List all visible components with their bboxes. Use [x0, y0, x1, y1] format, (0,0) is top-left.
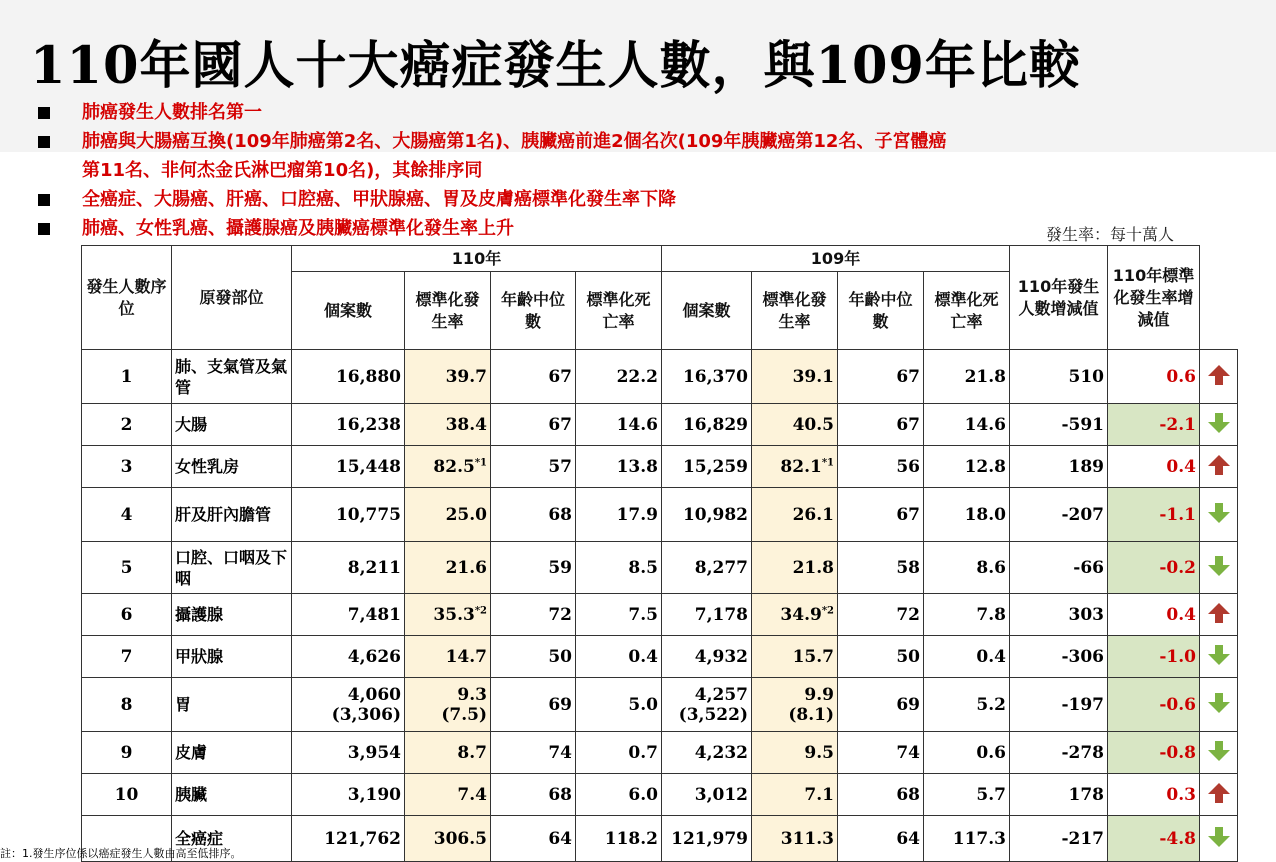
site-cell: 肝及肝內膽管: [172, 488, 292, 542]
rank-cell: 7: [82, 636, 172, 678]
std-incidence-110-cell-value: 8.7: [457, 742, 487, 763]
arrow-down-icon: [1207, 555, 1231, 577]
std-incidence-109-cell-value: 9.5: [804, 742, 834, 763]
cases-110-cell-value: 8,211: [347, 557, 401, 578]
footnote-marker: *1: [474, 456, 487, 468]
std-incidence-109-cell: [752, 594, 838, 636]
header-std-mortality-110: 標準化死亡率: [576, 272, 662, 350]
cases-109-cell-value: 8,277: [694, 557, 748, 578]
std-incidence-109-cell-value: 7.1: [804, 784, 834, 805]
cases-110-cell: [292, 446, 405, 488]
std-incidence-110-cell: [405, 636, 491, 678]
header-year-109: 109年: [662, 246, 1010, 272]
unit-note: 發生率：每十萬人: [1046, 225, 1175, 244]
std-mortality-109-cell: 12.8: [924, 446, 1010, 488]
cases-110-cell-value: 3,190: [347, 784, 401, 805]
std-mortality-109-cell: 0.6: [924, 732, 1010, 774]
bullet-item-continuation: 第11名、非何杰金氏淋巴瘤第10名)，其餘排序同: [82, 160, 483, 181]
median-age-109-cell: 68: [838, 774, 924, 816]
footnote-marker: *2: [821, 604, 834, 616]
std-incidence-110-cell-value: 7.4: [457, 784, 487, 805]
bullet-square-icon: [38, 223, 50, 235]
std-incidence-110-cell: [405, 774, 491, 816]
table-row: [82, 732, 1238, 774]
footnote: 註：1.發生序位係以癌症發生人數由高至低排序。: [0, 847, 242, 860]
cases-109-cell: [662, 350, 752, 404]
header-cases-109: 個案數: [662, 272, 752, 350]
std-incidence-109-cell: [752, 732, 838, 774]
std-incidence-110-cell-value: 82.5: [433, 456, 475, 477]
std-incidence-110-cell: [405, 446, 491, 488]
site-cell: 攝護腺: [172, 594, 292, 636]
header-site: 原發部位: [172, 246, 292, 350]
arrow-up-icon: [1207, 454, 1231, 476]
cases-110-cell-value: 4,626: [347, 646, 401, 667]
cases-110-cell: [292, 678, 405, 732]
cases-109-cell-value: 15,259: [682, 456, 748, 477]
arrow-down-icon: [1207, 740, 1231, 762]
header-rate-change: 110年標準化發生率增減值: [1108, 246, 1200, 350]
median-age-109-cell: 69: [838, 678, 924, 732]
median-age-109-cell: 67: [838, 404, 924, 446]
cases-110-cell: [292, 594, 405, 636]
case-change-cell: 303: [1010, 594, 1108, 636]
cases-109-cell: [662, 774, 752, 816]
std-incidence-109-cell-value: 26.1: [792, 504, 834, 525]
footnote-marker: *1: [821, 456, 834, 468]
table-body: [82, 350, 1238, 862]
cases-109-cell: [662, 816, 752, 862]
cases-110-cell-value: 121,762: [324, 828, 401, 849]
site-cell: 胃: [172, 678, 292, 732]
arrow-down-icon: [1207, 644, 1231, 666]
rate-change-cell: -0.6: [1108, 678, 1200, 732]
bullet-square-icon: [38, 136, 50, 148]
std-incidence-109-cell: [752, 774, 838, 816]
cases-110-cell: [292, 774, 405, 816]
bullet-square-icon: [38, 107, 50, 119]
cases-109-cell: [662, 542, 752, 594]
bullet-item: 肺癌與大腸癌互換(109年肺癌第2名、大腸癌第1名)、胰臟癌前進2個名次(109年胰臟癌第12名、子宮體癌: [38, 127, 1238, 156]
cases-109-cell: [662, 446, 752, 488]
std-mortality-109-cell: 21.8: [924, 350, 1010, 404]
arrow-cell: [1200, 732, 1238, 774]
arrow-up-icon: [1207, 782, 1231, 804]
rate-change-cell: 0.3: [1108, 774, 1200, 816]
std-incidence-109-cell-value: 34.9: [780, 604, 822, 625]
table-row: [82, 542, 1238, 594]
case-change-cell: -197: [1010, 678, 1108, 732]
std-incidence-109-cell-value: 21.8: [792, 557, 834, 578]
footnote-marker: *2: [474, 604, 487, 616]
std-mortality-110-cell: 22.2: [576, 350, 662, 404]
rate-change-cell: -0.8: [1108, 732, 1200, 774]
median-age-109-cell: 56: [838, 446, 924, 488]
rank-cell: 3: [82, 446, 172, 488]
std-incidence-110-cell: [405, 488, 491, 542]
median-age-109-cell: 67: [838, 350, 924, 404]
table-row: [82, 678, 1238, 732]
std-mortality-110-cell: 14.6: [576, 404, 662, 446]
std-mortality-109-cell: 5.2: [924, 678, 1010, 732]
table-row: [82, 404, 1238, 446]
median-age-110-cell: 69: [491, 678, 576, 732]
std-incidence-110-cell-value: 35.3: [433, 604, 475, 625]
header-year-110: 110年: [292, 246, 662, 272]
std-incidence-110-cell-value: 21.6: [445, 557, 487, 578]
cases-109-cell-value: 7,178: [694, 604, 748, 625]
median-age-110-cell: 74: [491, 732, 576, 774]
cases-110-cell-sub-value: (3,306): [331, 704, 401, 725]
arrow-cell: [1200, 594, 1238, 636]
rate-change-cell: 0.4: [1108, 446, 1200, 488]
std-mortality-109-cell: 8.6: [924, 542, 1010, 594]
cases-110-cell: [292, 636, 405, 678]
cases-110-cell-value: 16,238: [335, 414, 401, 435]
std-incidence-110-cell: [405, 542, 491, 594]
median-age-110-cell: 68: [491, 488, 576, 542]
cases-109-cell-value: 3,012: [694, 784, 748, 805]
std-incidence-109-cell-value: 9.9: [804, 684, 834, 705]
table-row: [82, 594, 1238, 636]
std-incidence-109-cell-value: 15.7: [792, 646, 834, 667]
median-age-109-cell: 74: [838, 732, 924, 774]
cases-110-cell-value: 7,481: [347, 604, 401, 625]
std-incidence-109-cell: [752, 636, 838, 678]
arrow-up-icon: [1207, 364, 1231, 386]
rate-change-cell: -2.1: [1108, 404, 1200, 446]
median-age-110-cell: 72: [491, 594, 576, 636]
site-cell: 皮膚: [172, 732, 292, 774]
std-mortality-110-cell: 7.5: [576, 594, 662, 636]
cases-110-cell: [292, 732, 405, 774]
header-std-incidence-110: 標準化發生率: [405, 272, 491, 350]
arrow-cell: [1200, 678, 1238, 732]
cancer-data-table: [81, 245, 1238, 862]
std-mortality-109-cell: 7.8: [924, 594, 1010, 636]
rank-cell: 5: [82, 542, 172, 594]
site-cell: 女性乳房: [172, 446, 292, 488]
table-row: [82, 446, 1238, 488]
header-std-incidence-109: 標準化發生率: [752, 272, 838, 350]
median-age-109-cell: 67: [838, 488, 924, 542]
cases-110-cell: [292, 404, 405, 446]
arrow-cell: [1200, 488, 1238, 542]
cases-109-cell-value: 4,257: [694, 684, 748, 705]
header-median-age-109: 年齡中位數: [838, 272, 924, 350]
rank-cell: 4: [82, 488, 172, 542]
cases-109-cell-value: 16,370: [682, 366, 748, 387]
case-change-cell: 178: [1010, 774, 1108, 816]
std-mortality-109-cell: 14.6: [924, 404, 1010, 446]
std-incidence-109-cell-sub-value: (8.1): [788, 704, 834, 725]
cases-110-cell-value: 16,880: [335, 366, 401, 387]
arrow-down-icon: [1207, 826, 1231, 848]
std-incidence-110-cell: [405, 594, 491, 636]
case-change-cell: -306: [1010, 636, 1108, 678]
std-incidence-110-cell-value: 9.3: [457, 684, 487, 705]
page-title: 110年國人十大癌症發生人數，與109年比較: [30, 36, 1081, 96]
std-mortality-110-cell: 6.0: [576, 774, 662, 816]
rate-change-cell: -1.1: [1108, 488, 1200, 542]
std-incidence-109-cell-value: 40.5: [792, 414, 834, 435]
arrow-down-icon: [1207, 502, 1231, 524]
std-incidence-109-cell-value: 311.3: [780, 828, 834, 849]
cases-109-cell-value: 4,232: [694, 742, 748, 763]
median-age-110-cell: 59: [491, 542, 576, 594]
case-change-cell: -207: [1010, 488, 1108, 542]
std-mortality-110-cell: 0.7: [576, 732, 662, 774]
std-mortality-110-cell: 13.8: [576, 446, 662, 488]
std-incidence-109-cell-value: 39.1: [792, 366, 834, 387]
rate-change-cell: -0.2: [1108, 542, 1200, 594]
median-age-110-cell: 57: [491, 446, 576, 488]
rate-change-cell: 0.6: [1108, 350, 1200, 404]
std-incidence-109-cell: [752, 404, 838, 446]
std-incidence-110-cell-value: 39.7: [445, 366, 487, 387]
rank-cell: 6: [82, 594, 172, 636]
cases-109-cell: [662, 636, 752, 678]
site-cell: 甲狀腺: [172, 636, 292, 678]
site-cell: 胰臟: [172, 774, 292, 816]
std-mortality-110-cell: 17.9: [576, 488, 662, 542]
bullet-item: 全癌症、大腸癌、肝癌、口腔癌、甲狀腺癌、胃及皮膚癌標準化發生率下降: [38, 185, 1238, 214]
std-mortality-109-cell: 18.0: [924, 488, 1010, 542]
site-cell: 口腔、口咽及下咽: [172, 542, 292, 594]
arrow-cell: [1200, 816, 1238, 862]
arrow-cell: [1200, 636, 1238, 678]
site-cell: 大腸: [172, 404, 292, 446]
header-std-mortality-109: 標準化死亡率: [924, 272, 1010, 350]
bullet-item: 肺癌發生人數排名第一: [38, 98, 1238, 127]
cases-109-cell: [662, 488, 752, 542]
cases-109-cell: [662, 732, 752, 774]
cases-109-cell: [662, 404, 752, 446]
cases-109-cell-value: 4,932: [694, 646, 748, 667]
header-rank: 發生人數序位: [82, 246, 172, 350]
std-incidence-109-cell: [752, 446, 838, 488]
table-row: [82, 350, 1238, 404]
rank-cell: 1: [82, 350, 172, 404]
rank-cell: 8: [82, 678, 172, 732]
std-incidence-110-cell: [405, 816, 491, 862]
median-age-109-cell: 64: [838, 816, 924, 862]
std-mortality-110-cell: 8.5: [576, 542, 662, 594]
arrow-cell: [1200, 774, 1238, 816]
rank-cell: 2: [82, 404, 172, 446]
std-mortality-109-cell: 117.3: [924, 816, 1010, 862]
cases-110-cell-value: 4,060: [347, 684, 401, 705]
site-cell: 肺、支氣管及氣管: [172, 350, 292, 404]
std-mortality-109-cell: 0.4: [924, 636, 1010, 678]
median-age-110-cell: 67: [491, 350, 576, 404]
cases-110-cell: [292, 488, 405, 542]
case-change-cell: 510: [1010, 350, 1108, 404]
cases-110-cell-value: 15,448: [335, 456, 401, 477]
cases-109-cell-sub-value: (3,522): [678, 704, 748, 725]
std-incidence-110-cell: [405, 678, 491, 732]
cases-109-cell-value: 10,982: [682, 504, 748, 525]
std-incidence-110-cell: [405, 350, 491, 404]
cases-109-cell: [662, 594, 752, 636]
table-row: [82, 488, 1238, 542]
case-change-cell: -278: [1010, 732, 1108, 774]
table-row: [82, 774, 1238, 816]
std-incidence-109-cell: [752, 816, 838, 862]
std-incidence-109-cell: [752, 542, 838, 594]
cases-109-cell-value: 121,979: [671, 828, 748, 849]
arrow-cell: [1200, 350, 1238, 404]
std-incidence-110-cell-value: 14.7: [445, 646, 487, 667]
std-incidence-110-cell-value: 25.0: [445, 504, 487, 525]
std-incidence-110-cell: [405, 732, 491, 774]
arrow-header-spacer: [1200, 246, 1238, 350]
std-mortality-109-cell: 5.7: [924, 774, 1010, 816]
std-incidence-110-cell-value: 38.4: [445, 414, 487, 435]
arrow-up-icon: [1207, 602, 1231, 624]
header-case-change: 110年發生人數增減值: [1010, 246, 1108, 350]
rank-cell: 9: [82, 732, 172, 774]
std-mortality-110-cell: 118.2: [576, 816, 662, 862]
median-age-110-cell: 50: [491, 636, 576, 678]
cases-110-cell-value: 3,954: [347, 742, 401, 763]
arrow-cell: [1200, 542, 1238, 594]
std-mortality-110-cell: 0.4: [576, 636, 662, 678]
header-median-age-110: 年齡中位數: [491, 272, 576, 350]
case-change-cell: -66: [1010, 542, 1108, 594]
std-incidence-109-cell: [752, 678, 838, 732]
case-change-cell: 189: [1010, 446, 1108, 488]
median-age-109-cell: 58: [838, 542, 924, 594]
std-incidence-110-cell-sub-value: (7.5): [441, 704, 487, 725]
bullet-item: 肺癌、女性乳癌、攝護腺癌及胰臟癌標準化發生率上升: [38, 214, 1238, 243]
rate-change-cell: -1.0: [1108, 636, 1200, 678]
arrow-down-icon: [1207, 692, 1231, 714]
rate-change-cell: -4.8: [1108, 816, 1200, 862]
std-incidence-110-cell: [405, 404, 491, 446]
median-age-110-cell: 68: [491, 774, 576, 816]
cases-110-cell: [292, 542, 405, 594]
site-cell: 全癌症: [172, 816, 292, 862]
arrow-cell: [1200, 404, 1238, 446]
cases-110-cell-value: 10,775: [335, 504, 401, 525]
rate-change-cell: 0.4: [1108, 594, 1200, 636]
table-row: [82, 816, 1238, 862]
cases-109-cell: [662, 678, 752, 732]
std-mortality-110-cell: 5.0: [576, 678, 662, 732]
rank-cell: 10: [82, 774, 172, 816]
std-incidence-110-cell-value: 306.5: [433, 828, 487, 849]
case-change-cell: -591: [1010, 404, 1108, 446]
median-age-110-cell: 64: [491, 816, 576, 862]
std-incidence-109-cell-value: 82.1: [780, 456, 822, 477]
case-change-cell: -217: [1010, 816, 1108, 862]
std-incidence-109-cell: [752, 488, 838, 542]
bullet-square-icon: [38, 194, 50, 206]
table-row: [82, 636, 1238, 678]
median-age-109-cell: 72: [838, 594, 924, 636]
cases-110-cell: [292, 350, 405, 404]
header-cases-110: 個案數: [292, 272, 405, 350]
arrow-cell: [1200, 446, 1238, 488]
median-age-109-cell: 50: [838, 636, 924, 678]
median-age-110-cell: 67: [491, 404, 576, 446]
arrow-down-icon: [1207, 412, 1231, 434]
cases-109-cell-value: 16,829: [682, 414, 748, 435]
std-incidence-109-cell: [752, 350, 838, 404]
cases-110-cell: [292, 816, 405, 862]
